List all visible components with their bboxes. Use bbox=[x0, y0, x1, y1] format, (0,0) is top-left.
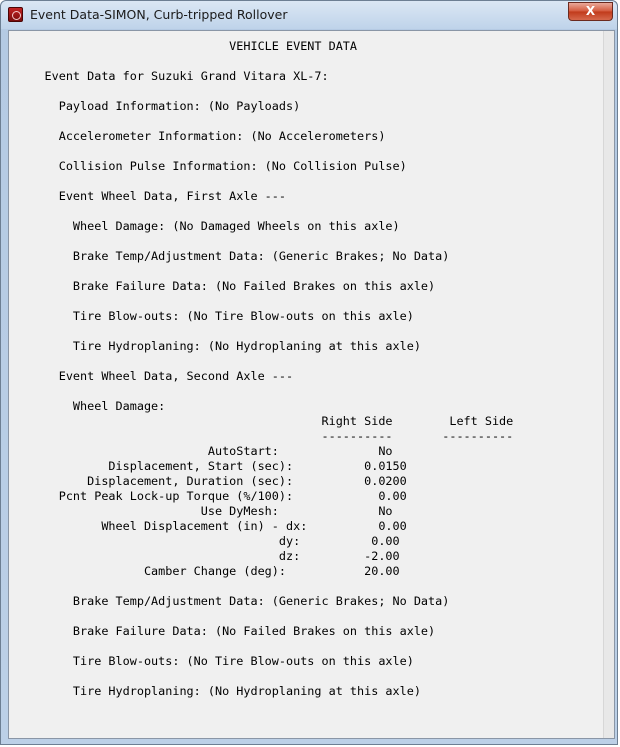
report-line bbox=[9, 669, 513, 684]
report-line: Use DyMesh: No bbox=[9, 504, 393, 518]
report-line: Tire Hydroplaning: (No Hydroplaning at this axle) bbox=[9, 339, 421, 353]
report-line: Tire Blow-outs: (No Tire Blow-outs on this axle) bbox=[9, 654, 414, 668]
report-line bbox=[9, 114, 513, 129]
report-line: Event Data for Suzuki Grand Vitara XL-7: bbox=[9, 69, 329, 83]
report-text-area[interactable] bbox=[8, 30, 615, 739]
report-line: Accelerometer Information: (No Accelerometers) bbox=[9, 129, 386, 143]
report-line: Tire Hydroplaning: (No Hydroplaning at this axle) bbox=[9, 684, 421, 698]
title-bar[interactable] bbox=[1, 1, 617, 29]
report-line: Collision Pulse Information: (No Collision Pulse) bbox=[9, 159, 407, 173]
report-line bbox=[9, 294, 513, 309]
report-line: Brake Failure Data: (No Failed Brakes on this axle) bbox=[9, 624, 436, 638]
report-line bbox=[9, 354, 513, 369]
window-title: Event Data-SIMON, Curb-tripped Rollover bbox=[30, 7, 288, 22]
report-line: Wheel Damage: bbox=[9, 399, 166, 413]
report-line bbox=[9, 609, 513, 624]
report-line: Event Wheel Data, Second Axle --- bbox=[9, 369, 294, 383]
report-line: dy: 0.00 bbox=[9, 534, 400, 548]
report-line bbox=[9, 84, 513, 99]
report-line: AutoStart: No bbox=[9, 444, 393, 458]
report-line bbox=[9, 639, 513, 654]
report-line bbox=[9, 324, 513, 339]
report-line bbox=[9, 174, 513, 189]
report-text bbox=[9, 39, 513, 699]
report-line: ---------- ---------- bbox=[9, 429, 514, 443]
report-line bbox=[9, 264, 513, 279]
report-line: Payload Information: (No Payloads) bbox=[9, 99, 301, 113]
report-line: Pcnt Peak Lock-up Torque (%/100): 0.00 bbox=[9, 489, 407, 503]
close-button[interactable]: X bbox=[568, 2, 613, 21]
report-line bbox=[9, 579, 513, 594]
report-line bbox=[9, 384, 513, 399]
report-line: Brake Temp/Adjustment Data: (Generic Brakes; No Data) bbox=[9, 594, 450, 608]
report-line: Displacement, Start (sec): 0.0150 bbox=[9, 459, 407, 473]
report-line: Tire Blow-outs: (No Tire Blow-outs on this axle) bbox=[9, 309, 414, 323]
report-line bbox=[9, 54, 513, 69]
vertical-scrollbar[interactable] bbox=[603, 31, 615, 738]
report-line bbox=[9, 144, 513, 159]
report-line: Event Wheel Data, First Axle --- bbox=[9, 189, 286, 203]
report-line: Brake Failure Data: (No Failed Brakes on this axle) bbox=[9, 279, 436, 293]
report-line: Right Side Left Side bbox=[9, 414, 514, 428]
report-line: Camber Change (deg): 20.00 bbox=[9, 564, 400, 578]
report-line: Wheel Displacement (in) - dx: 0.00 bbox=[9, 519, 407, 533]
report-line: dz: -2.00 bbox=[9, 549, 400, 563]
report-line: VEHICLE EVENT DATA bbox=[9, 39, 358, 53]
app-icon bbox=[8, 7, 23, 22]
report-line bbox=[9, 234, 513, 249]
report-line: Wheel Damage: (No Damaged Wheels on this axle) bbox=[9, 219, 400, 233]
report-line bbox=[9, 204, 513, 219]
report-line: Displacement, Duration (sec): 0.0200 bbox=[9, 474, 407, 488]
report-line: Brake Temp/Adjustment Data: (Generic Brakes; No Data) bbox=[9, 249, 450, 263]
